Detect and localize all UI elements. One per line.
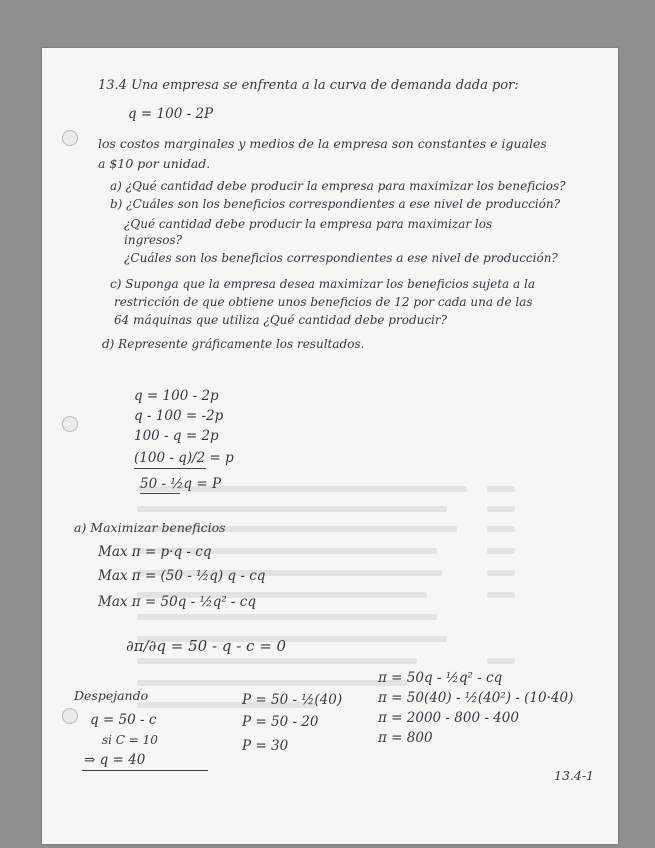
profit-line-3: π = 2000 - 800 - 400 [378, 710, 519, 726]
max-profit-line-1: Max π = p·q - cq [98, 544, 212, 560]
question-b-1: b) ¿Cuáles son los beneficios correspondientes a ese nivel de producción? [110, 197, 561, 211]
despejando-label: Despejando [74, 688, 149, 703]
binder-hole-bottom [62, 708, 78, 724]
costs-line-1: los costos marginales y medios de la empresa son constantes e iguales [98, 136, 547, 151]
underline-step-4 [134, 468, 206, 469]
inverse-demand-result: 50 - ½q = P [140, 476, 222, 492]
first-order-condition: ∂π/∂q = 50 - q - c = 0 [126, 637, 287, 655]
despejando-line-2: si C = 10 [102, 733, 158, 747]
profit-line-1: π = 50q - ½q² - cq [378, 670, 503, 686]
page-number: 13.4-1 [554, 768, 595, 783]
question-b-2: ¿Qué cantidad debe producir la empresa para maximizar los [124, 217, 493, 231]
despejando-result: ⇒ q = 40 [84, 752, 146, 768]
inverse-demand-step-3: 100 - q = 2p [134, 428, 219, 444]
question-c-1: c) Suponga que la empresa desea maximizar los beneficios sujeta a la [110, 277, 535, 291]
problem-header: 13.4 Una empresa se enfrenta a la curva de demanda dada por: [98, 78, 519, 93]
question-c-2: restricción de que obtiene unos beneficios de 12 por cada una de las [114, 295, 533, 309]
inverse-demand-step-2: q - 100 = -2p [134, 408, 224, 424]
price-line-1: P = 50 - ½(40) [242, 692, 343, 708]
inverse-demand-step-4: (100 - q)/2 = p [134, 450, 234, 466]
profit-line-2: π = 50(40) - ½(40²) - (10·40) [378, 690, 574, 706]
price-line-3: P = 30 [242, 738, 289, 754]
underline-result [140, 493, 180, 494]
binder-hole-middle [62, 416, 78, 432]
question-b-3: ingresos? [124, 233, 183, 247]
inverse-demand-step-1: q = 100 - 2p [134, 388, 219, 404]
max-profit-line-3: Max π = 50q - ½q² - cq [98, 594, 256, 610]
question-d: d) Represente gráficamente los resultados. [102, 337, 365, 351]
price-line-2: P = 50 - 20 [242, 714, 319, 730]
binder-hole-top [62, 130, 78, 146]
underline-quantity [82, 770, 208, 771]
question-a: a) ¿Qué cantidad debe producir la empresa para maximizar los beneficios? [110, 179, 566, 193]
costs-line-2: a $10 por unidad. [98, 156, 211, 171]
despejando-line-1: q = 50 - c [90, 712, 157, 728]
demand-equation: q = 100 - 2P [128, 106, 214, 122]
question-c-3: 64 máquinas que utiliza ¿Qué cantidad debe producir? [114, 313, 448, 327]
profit-line-4: π = 800 [378, 730, 433, 746]
paper-sheet [42, 48, 618, 844]
max-profit-line-2: Max π = (50 - ½q) q - cq [98, 568, 266, 584]
solution-heading: a) Maximizar beneficios [74, 520, 226, 535]
question-b-4: ¿Cuáles son los beneficios correspondientes a ese nivel de producción? [124, 251, 558, 265]
